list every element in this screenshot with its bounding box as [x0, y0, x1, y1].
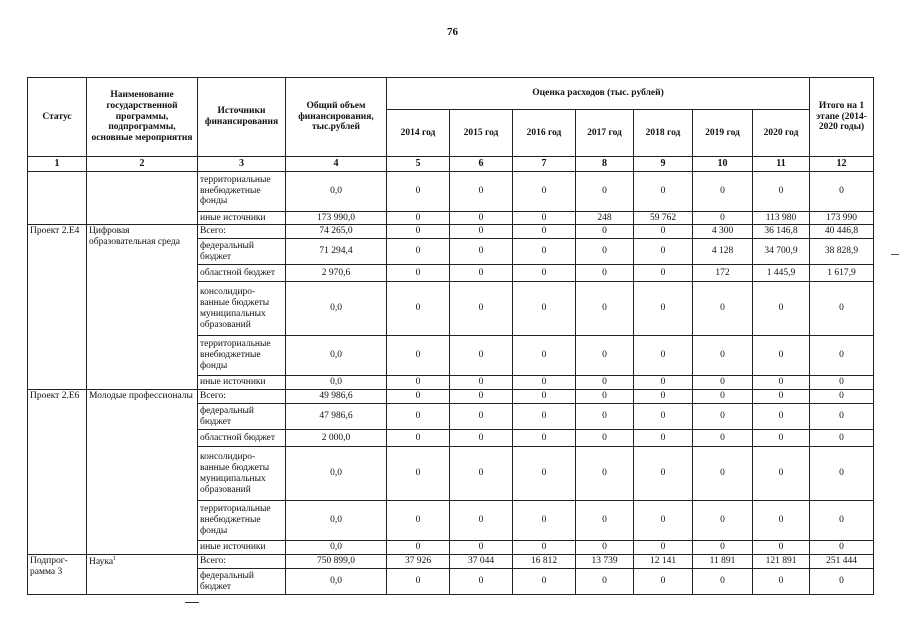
value-cell: 0 [450, 225, 513, 239]
value-cell: 248 [576, 211, 634, 225]
source-cell: иные источники [198, 211, 286, 225]
value-cell: 0 [634, 336, 693, 376]
status-cell: Проект 2.Е6 [28, 390, 87, 555]
column-index: 7 [513, 157, 576, 172]
value-cell: 0 [513, 171, 576, 211]
value-cell: 0 [387, 390, 450, 404]
value-cell: 0 [387, 501, 450, 541]
value-cell: 0 [387, 265, 450, 282]
value-cell: 0 [810, 404, 874, 430]
value-cell: 37 926 [387, 555, 450, 569]
value-cell: 0 [753, 569, 810, 595]
value-cell: 0 [576, 225, 634, 239]
value-cell: 0 [634, 569, 693, 595]
status-cell: Подпрог-рамма 3 [28, 555, 87, 595]
source-cell: Всего: [198, 555, 286, 569]
value-cell: 0 [693, 171, 753, 211]
value-cell: 0 [387, 430, 450, 447]
column-index: 3 [198, 157, 286, 172]
value-cell: 36 146,8 [753, 225, 810, 239]
source-cell: федеральный бюджет [198, 404, 286, 430]
value-cell: 0 [450, 171, 513, 211]
value-cell: 0 [450, 282, 513, 336]
source-cell: консолидиро-ванные бюджеты муниципальных образований [198, 447, 286, 501]
budget-table [27, 77, 874, 595]
value-cell: 0 [753, 282, 810, 336]
value-cell: 0 [810, 501, 874, 541]
year-header: 2015 год [450, 110, 513, 157]
value-cell: 0 [513, 404, 576, 430]
value-cell: 0,0 [286, 376, 387, 390]
value-cell: 0,0 [286, 447, 387, 501]
value-cell: 74 265,0 [286, 225, 387, 239]
value-cell: 0,0 [286, 541, 387, 555]
column-index: 6 [450, 157, 513, 172]
value-cell: 49 986,6 [286, 390, 387, 404]
value-cell: 0 [513, 336, 576, 376]
value-cell: 0 [693, 447, 753, 501]
program-name: Молодые профессионалы [89, 391, 193, 402]
status-cell [28, 171, 87, 225]
value-cell: 0 [387, 569, 450, 595]
value-cell: 0 [387, 171, 450, 211]
column-index: 12 [810, 157, 874, 172]
value-cell: 11 891 [693, 555, 753, 569]
value-cell: 0 [634, 447, 693, 501]
value-cell: 12 141 [634, 555, 693, 569]
value-cell: 1 617,9 [810, 265, 874, 282]
value-cell: 0 [753, 447, 810, 501]
value-cell: 0 [693, 430, 753, 447]
value-cell: 0 [387, 211, 450, 225]
value-cell: 0 [634, 265, 693, 282]
value-cell: 0 [450, 376, 513, 390]
name-cell [87, 390, 198, 555]
value-cell: 0 [634, 171, 693, 211]
year-header: 2019 год [693, 110, 753, 157]
value-cell: 0 [576, 569, 634, 595]
value-cell: 0 [450, 390, 513, 404]
value-cell: 0 [810, 282, 874, 336]
header-status: Статус [28, 78, 87, 157]
source-cell: территориальные внебюджетные фонды [198, 336, 286, 376]
value-cell: 0 [753, 430, 810, 447]
value-cell: 0,0 [286, 501, 387, 541]
value-cell: 0 [693, 404, 753, 430]
source-cell: федеральный бюджет [198, 569, 286, 595]
value-cell: 0 [450, 211, 513, 225]
page-number: 76 [447, 26, 458, 38]
value-cell: 16 812 [513, 555, 576, 569]
value-cell: 0 [693, 569, 753, 595]
year-header: 2020 год [753, 110, 810, 157]
value-cell: 0 [450, 430, 513, 447]
value-cell: 0 [576, 171, 634, 211]
value-cell: 0,0 [286, 282, 387, 336]
value-cell: 0 [513, 239, 576, 265]
footnote-marker: 1 [113, 556, 117, 563]
value-cell: 0 [513, 225, 576, 239]
value-cell: 0 [387, 239, 450, 265]
value-cell: 0 [753, 404, 810, 430]
value-cell: 0 [634, 541, 693, 555]
header-name: Наименование государственной программы, подпрограммы, основные мероприятия [87, 78, 198, 157]
value-cell: 0 [810, 171, 874, 211]
value-cell: 0 [387, 336, 450, 376]
value-cell: 121 891 [753, 555, 810, 569]
value-cell: 4 300 [693, 225, 753, 239]
value-cell: 113 980 [753, 211, 810, 225]
value-cell: 0 [576, 265, 634, 282]
source-cell: Всего: [198, 225, 286, 239]
value-cell: 0 [450, 447, 513, 501]
source-cell: федеральный бюджет [198, 239, 286, 265]
source-cell: территориальные внебюджетные фонды [198, 501, 286, 541]
table-row [28, 225, 874, 239]
table-row [28, 390, 874, 404]
value-cell: 0 [387, 376, 450, 390]
value-cell: 0 [810, 569, 874, 595]
value-cell: 0 [634, 404, 693, 430]
value-cell: 0 [810, 390, 874, 404]
value-cell: 0 [450, 336, 513, 376]
value-cell: 0 [634, 225, 693, 239]
value-cell: 0 [576, 376, 634, 390]
value-cell: 37 044 [450, 555, 513, 569]
value-cell: 0 [693, 376, 753, 390]
value-cell: 2 970,6 [286, 265, 387, 282]
value-cell: 0 [693, 501, 753, 541]
header-sources: Источники финансирования [198, 78, 286, 157]
value-cell: 0 [387, 225, 450, 239]
value-cell: 173 990,0 [286, 211, 387, 225]
value-cell: 0 [810, 541, 874, 555]
column-index: 9 [634, 157, 693, 172]
value-cell: 59 762 [634, 211, 693, 225]
value-cell: 0 [753, 390, 810, 404]
value-cell: 0 [810, 430, 874, 447]
margin-mark [891, 254, 899, 255]
value-cell: 0,0 [286, 569, 387, 595]
value-cell: 0 [810, 336, 874, 376]
source-cell: иные источники [198, 376, 286, 390]
status-cell: Проект 2.Е4 [28, 225, 87, 390]
column-index: 11 [753, 157, 810, 172]
source-cell: Всего: [198, 390, 286, 404]
value-cell: 0 [513, 569, 576, 595]
value-cell: 0 [753, 171, 810, 211]
value-cell: 0 [753, 336, 810, 376]
value-cell: 0 [450, 265, 513, 282]
value-cell: 40 446,8 [810, 225, 874, 239]
column-index: 2 [87, 157, 198, 172]
value-cell: 38 828,9 [810, 239, 874, 265]
value-cell: 0 [387, 404, 450, 430]
column-index: 1 [28, 157, 87, 172]
value-cell: 0 [576, 430, 634, 447]
source-cell: территориальные внебюджетные фонды [198, 171, 286, 211]
column-index: 4 [286, 157, 387, 172]
value-cell: 0 [576, 404, 634, 430]
value-cell: 0 [387, 447, 450, 501]
value-cell: 750 899,0 [286, 555, 387, 569]
value-cell: 0 [513, 430, 576, 447]
value-cell: 0 [513, 376, 576, 390]
value-cell: 0 [693, 211, 753, 225]
value-cell: 0 [450, 541, 513, 555]
value-cell: 0 [513, 282, 576, 336]
name-cell [87, 171, 198, 225]
value-cell: 0 [576, 282, 634, 336]
value-cell: 71 294,4 [286, 239, 387, 265]
value-cell: 0 [576, 501, 634, 541]
table-row [28, 171, 874, 211]
source-cell: областной бюджет [198, 430, 286, 447]
program-name: Цифровая образовательная среда [89, 226, 180, 248]
value-cell: 0 [634, 239, 693, 265]
value-cell: 47 986,6 [286, 404, 387, 430]
name-cell [87, 555, 198, 595]
program-name: Наука [89, 557, 114, 568]
value-cell: 0 [810, 447, 874, 501]
value-cell: 172 [693, 265, 753, 282]
header-total: Общий объем финансирования, тыс.рублей [286, 78, 387, 157]
value-cell: 0 [634, 430, 693, 447]
value-cell: 0 [634, 390, 693, 404]
value-cell: 0,0 [286, 336, 387, 376]
source-cell: консолидиро-ванные бюджеты муниципальных образований [198, 282, 286, 336]
source-cell: областной бюджет [198, 265, 286, 282]
value-cell: 0 [693, 541, 753, 555]
value-cell: 34 700,9 [753, 239, 810, 265]
value-cell: 0 [450, 501, 513, 541]
margin-mark [185, 602, 199, 603]
header-itogo: Итого на 1 этапе (2014-2020 годы) [810, 78, 874, 157]
value-cell: 0 [387, 282, 450, 336]
value-cell: 0 [693, 390, 753, 404]
value-cell: 0 [450, 569, 513, 595]
value-cell: 4 128 [693, 239, 753, 265]
name-cell [87, 225, 198, 390]
value-cell: 0 [513, 265, 576, 282]
value-cell: 2 000,0 [286, 430, 387, 447]
table-row [28, 555, 874, 569]
value-cell: 0 [576, 336, 634, 376]
value-cell: 0 [634, 501, 693, 541]
value-cell: 13 739 [576, 555, 634, 569]
year-header: 2017 год [576, 110, 634, 157]
value-cell: 0 [387, 541, 450, 555]
value-cell: 0 [450, 404, 513, 430]
value-cell: 0 [576, 239, 634, 265]
column-index: 8 [576, 157, 634, 172]
value-cell: 0 [634, 282, 693, 336]
value-cell: 0 [753, 501, 810, 541]
value-cell: 0 [693, 282, 753, 336]
value-cell: 0 [513, 211, 576, 225]
column-index: 10 [693, 157, 753, 172]
value-cell: 0 [513, 447, 576, 501]
value-cell: 0 [753, 541, 810, 555]
source-cell: иные источники [198, 541, 286, 555]
table-body [28, 171, 874, 595]
value-cell: 0 [693, 336, 753, 376]
header-row [28, 78, 874, 110]
value-cell: 0,0 [286, 171, 387, 211]
year-header: 2016 год [513, 110, 576, 157]
value-cell: 0 [513, 390, 576, 404]
value-cell: 251 444 [810, 555, 874, 569]
value-cell: 0 [634, 376, 693, 390]
value-cell: 0 [576, 447, 634, 501]
value-cell: 0 [513, 501, 576, 541]
value-cell: 0 [753, 376, 810, 390]
value-cell: 1 445,9 [753, 265, 810, 282]
value-cell: 0 [513, 541, 576, 555]
year-header: 2014 год [387, 110, 450, 157]
index-row [28, 157, 874, 172]
value-cell: 0 [576, 541, 634, 555]
value-cell: 0 [450, 239, 513, 265]
column-index: 5 [387, 157, 450, 172]
value-cell: 0 [576, 390, 634, 404]
header-estimate: Оценка расходов (тыс. рублей) [387, 78, 810, 110]
year-header: 2018 год [634, 110, 693, 157]
value-cell: 0 [810, 376, 874, 390]
value-cell: 173 990 [810, 211, 874, 225]
